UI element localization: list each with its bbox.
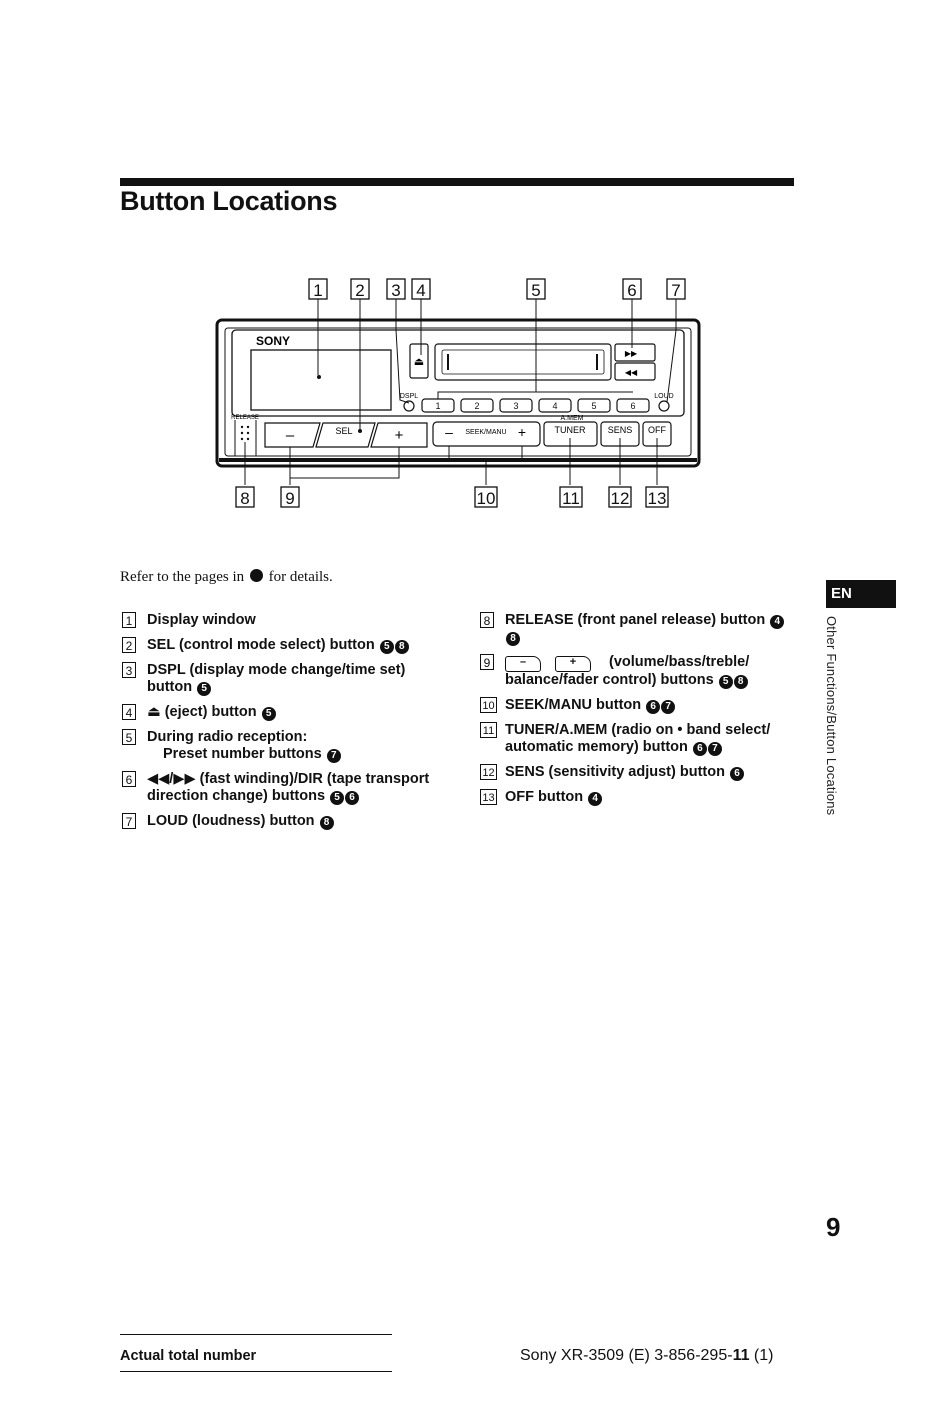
svg-text:+: +: [517, 424, 527, 440]
legend-item: 10 SEEK/MANU button 6 7: [478, 697, 798, 714]
preset-5: 5: [591, 401, 597, 411]
rew-icon: ◀◀: [624, 368, 638, 377]
page-ref-badge: 8: [734, 675, 748, 689]
svg-text:SEEK/MANU: SEEK/MANU: [465, 429, 507, 436]
legend-item: 12 SENS (sensitivity adjust) button 6: [478, 764, 798, 781]
page-ref-badge: 6: [345, 791, 359, 805]
loud-label: LOUD: [654, 393, 674, 400]
legend-item: 9 – + (volume/bass/treble/ balance/fader control) buttons 5 8: [478, 654, 798, 689]
page-title: Button Locations: [120, 186, 338, 216]
preset-3: 3: [513, 401, 519, 411]
preset-6: 6: [630, 401, 636, 411]
preset-4: 4: [552, 401, 558, 411]
svg-text:–: –: [445, 424, 453, 440]
callout-4: 4: [416, 281, 426, 300]
legend-item: 13 OFF button 4: [478, 789, 798, 806]
callout-12: 12: [610, 489, 630, 508]
language-tab: EN: [826, 580, 896, 608]
page-ref-badge: 5: [380, 640, 394, 654]
front-panel-diagram: [205, 270, 705, 520]
page-ref-dot-icon: [250, 569, 263, 582]
preset-1: 1: [435, 401, 441, 411]
legend-right-column: [478, 612, 798, 814]
svg-text:SEL: SEL: [335, 426, 353, 436]
dspl-label: DSPL: [399, 393, 419, 400]
callout-7: 7: [671, 281, 681, 300]
page-ref-badge: 5: [719, 675, 733, 689]
footer-rule-top: [120, 1334, 392, 1335]
brand-logo: SONY: [255, 334, 291, 348]
page-ref-badge: 7: [327, 749, 341, 763]
legend-left-column: [120, 612, 430, 838]
page-ref-badge: 5: [262, 707, 276, 721]
plus-key-icon: +: [555, 656, 591, 672]
refer-note: Refer to the pages in for details.: [120, 569, 333, 585]
eject-icon: ⏏: [413, 356, 425, 368]
page-ref-badge: 5: [330, 791, 344, 805]
preset-2: 2: [474, 401, 480, 411]
amem-label: A.MEM: [560, 415, 584, 422]
legend-item: 11 TUNER/A.MEM (radio on • band select/ automatic memory) button 6 7: [478, 722, 798, 756]
page-ref-badge: 5: [197, 682, 211, 696]
legend-item: 1 Display window: [120, 612, 430, 629]
page-ref-badge: 6: [693, 742, 707, 756]
page-ref-badge: 8: [506, 632, 520, 646]
page-ref-badge: 6: [730, 767, 744, 781]
callout-6: 6: [627, 281, 637, 300]
legend-item: 5 During radio reception: Preset number buttons 7: [120, 729, 430, 763]
page-ref-badge: 6: [646, 700, 660, 714]
page-ref-badge: 4: [588, 792, 602, 806]
svg-text:+: +: [394, 427, 404, 444]
page-ref-badge: 4: [770, 615, 784, 629]
footer-label: Actual total number: [120, 1348, 257, 1364]
minus-key-icon: –: [505, 656, 541, 672]
callout-3: 3: [391, 281, 401, 300]
title-rule: [120, 178, 794, 186]
callout-13: 13: [647, 489, 667, 508]
legend-item: 4 ⏏ (eject) button 5: [120, 704, 430, 721]
section-side-label: Other Functions/Button Locations: [824, 616, 839, 816]
svg-text:OFF: OFF: [648, 425, 666, 435]
ff-icon: ▶▶: [624, 349, 638, 358]
callout-1: 1: [313, 281, 323, 300]
page-number: 9: [826, 1212, 841, 1242]
callout-9: 9: [285, 489, 295, 508]
callout-5: 5: [531, 281, 541, 300]
svg-text:–: –: [285, 427, 295, 444]
svg-text:SENS: SENS: [607, 425, 633, 435]
legend-item: 2 SEL (control mode select) button 5 8: [120, 637, 430, 654]
model-number: Sony XR-3509 (E) 3-856-295-11 (1): [520, 1347, 774, 1364]
svg-text:TUNER: TUNER: [554, 425, 586, 435]
release-label: RELEASE: [231, 415, 259, 421]
legend-item: 6 ◀◀/▶▶ (fast winding)/DIR (tape transport direction change) buttons 5 6: [120, 771, 430, 805]
page-ref-badge: 7: [661, 700, 675, 714]
callout-8: 8: [240, 489, 250, 508]
legend-item: 8 RELEASE (front panel release) button 48: [478, 612, 798, 646]
page-ref-badge: 8: [320, 816, 334, 830]
legend-item: 7 LOUD (loudness) button 8: [120, 813, 430, 830]
callout-10: 10: [476, 489, 496, 508]
footer-rule-bottom: [120, 1371, 392, 1372]
legend-item: 3 DSPL (display mode change/time set) button 5: [120, 662, 430, 696]
callout-11: 11: [562, 489, 580, 508]
page-ref-badge: 7: [708, 742, 722, 756]
page-ref-badge: 8: [395, 640, 409, 654]
callout-2: 2: [355, 281, 365, 300]
